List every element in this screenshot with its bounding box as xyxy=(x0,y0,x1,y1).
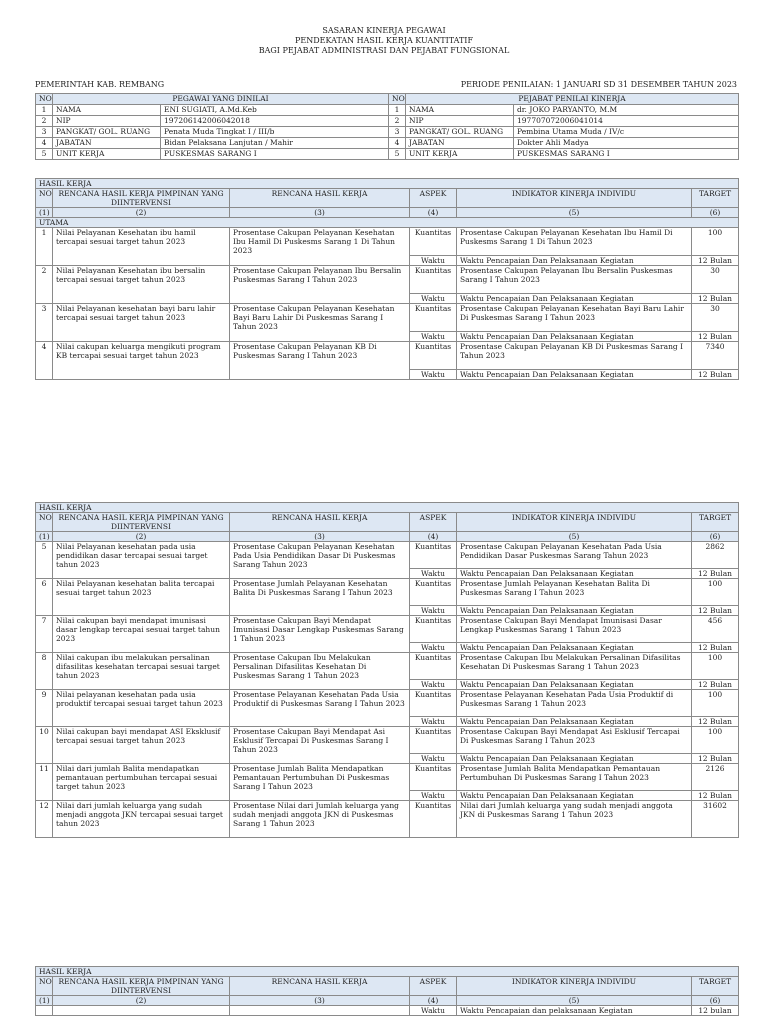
col-number: (4) xyxy=(410,996,457,1006)
item-aspek: Kuantitas xyxy=(410,764,457,791)
info-label: NAMA xyxy=(406,105,514,116)
info-row xyxy=(36,138,739,149)
item-pimpinan: Nilai cakupan bayi mendapat imunisasi dasar lengkap tercapai sesuai target tahun 2023 xyxy=(53,616,230,653)
col-number: (1) xyxy=(36,208,53,218)
col-number: (6) xyxy=(692,996,739,1006)
col-indikator-header: INDIKATOR KINERJA INDIVIDU xyxy=(457,977,692,996)
kerja-item-row xyxy=(36,653,739,680)
item-pimpinan: Nilai Pelayanan Kesehatan ibu hamil tercapai sesuai target tahun 2023 xyxy=(53,228,230,266)
items-page1 xyxy=(36,228,739,380)
item-rencana: Prosentase Nilai dari Jumlah keluarga yang sudah menjadi anggota JKN di Puskesmas Sarang 1 Tahun 2023 xyxy=(230,801,410,838)
col-number: (4) xyxy=(410,532,457,542)
indikator-cell: Waktu Pencapaian dan pelaksanaan Kegiatan xyxy=(457,1006,692,1016)
item-no: 3 xyxy=(36,304,53,342)
waktu-target: 12 Bulan xyxy=(692,370,739,380)
col-number: (1) xyxy=(36,532,53,542)
item-aspek: Kuantitas xyxy=(410,266,457,294)
penilai-value: dr. JOKO PARYANTO, M.M xyxy=(514,105,739,116)
info-row xyxy=(36,116,739,127)
col-indikator-header: INDIKATOR KINERJA INDIVIDU xyxy=(457,189,692,208)
item-rencana: Prosentase Cakupan Pelayanan KB Di Puskesmas Sarang I Tahun 2023 xyxy=(230,342,410,380)
col-number: (6) xyxy=(692,532,739,542)
col-pimpinan-header: RENCANA HASIL KERJA PIMPINAN YANG DIINTERVENSI xyxy=(53,189,230,208)
item-no: 9 xyxy=(36,690,53,727)
col-indikator-header: INDIKATOR KINERJA INDIVIDU xyxy=(457,513,692,532)
employee-info-table xyxy=(35,93,739,160)
waktu-indikator: Waktu Pencapaian Dan Pelaksanaan Kegiatan xyxy=(457,294,692,304)
waktu-target: 12 Bulan xyxy=(692,256,739,266)
target-cell: 12 bulan xyxy=(692,1006,739,1016)
info-no: 4 xyxy=(36,138,53,149)
pegawai-value: Bidan Pelaksana Lanjutan / Mahir xyxy=(161,138,389,149)
info-no: 2 xyxy=(389,116,406,127)
waktu-aspek: Waktu xyxy=(410,717,457,727)
item-indikator: Prosentase Cakupan Pelayanan Ibu Bersalin Puskesmas Sarang I Tahun 2023 xyxy=(457,266,692,294)
info-no: 2 xyxy=(36,116,53,127)
item-rencana: Prosentase Cakupan Pelayanan Kesehatan Ibu Hamil Di Puskesms Sarang 1 Di Tahun 2023 xyxy=(230,228,410,266)
item-no: 6 xyxy=(36,579,53,616)
item-aspek: Kuantitas xyxy=(410,342,457,370)
item-rencana: Prosentase Cakupan Bayi Mendapat Asi Esklusif Tercapai Di Puskesmas Sarang I Tahun 2023 xyxy=(230,727,410,764)
item-rencana: Prosentase Cakupan Ibu Melakukan Persalinan Difasilitas Kesehatan Di Puskesmas Sarang 1 Tahun 2023 xyxy=(230,653,410,690)
info-label: PANGKAT/ GOL. RUANG xyxy=(406,127,514,138)
hasil-kerja-table-1 xyxy=(35,178,739,380)
info-label: NIP xyxy=(53,116,161,127)
item-target: 7340 xyxy=(692,342,739,370)
item-no: 4 xyxy=(36,342,53,380)
waktu-indikator: Waktu Pencapaian Dan Pelaksanaan Kegiatan xyxy=(457,643,692,653)
header-row xyxy=(36,977,739,996)
item-pimpinan: Nilai Pelayanan Kesehatan ibu bersalin tercapai sesuai target tahun 2023 xyxy=(53,266,230,304)
penilai-value: PUSKESMAS SARANG I xyxy=(514,149,739,160)
col-rencana-header: RENCANA HASIL KERJA xyxy=(230,977,410,996)
waktu-aspek: Waktu xyxy=(410,643,457,653)
item-aspek: Kuantitas xyxy=(410,690,457,717)
kerja-item-row xyxy=(36,304,739,332)
info-label: JABATAN xyxy=(406,138,514,149)
item-target: 100 xyxy=(692,579,739,606)
waktu-aspek: Waktu xyxy=(410,256,457,266)
item-aspek: Kuantitas xyxy=(410,579,457,606)
penilai-value: Pembina Utama Muda / IV/c xyxy=(514,127,739,138)
instansi-label: PEMERINTAH KAB. REMBANG xyxy=(35,80,165,89)
item-no: 8 xyxy=(36,653,53,690)
waktu-aspek: Waktu xyxy=(410,294,457,304)
pegawai-value: ENI SUGIATI, A.Md.Keb xyxy=(161,105,389,116)
item-indikator: Prosentase Cakupan Ibu Melakukan Persalinan Difasilitas Kesehatan Di Puskesmas Sarang 1 Tahun 2023 xyxy=(457,653,692,680)
item-no: 11 xyxy=(36,764,53,801)
col-rencana-header: RENCANA HASIL KERJA xyxy=(230,513,410,532)
waktu-indikator: Waktu Pencapaian Dan Pelaksanaan Kegiatan xyxy=(457,754,692,764)
info-row xyxy=(36,149,739,160)
kerja-item-row xyxy=(36,616,739,643)
col-number-row xyxy=(36,532,739,542)
pegawai-value: 197206142006042018 xyxy=(161,116,389,127)
waktu-indikator: Waktu Pencapaian Dan Pelaksanaan Kegiatan xyxy=(457,332,692,342)
kerja-item-row xyxy=(36,542,739,569)
waktu-target: 12 Bulan xyxy=(692,332,739,342)
waktu-target: 12 Bulan xyxy=(692,754,739,764)
kerja-item-row xyxy=(36,342,739,370)
item-aspek: Kuantitas xyxy=(410,542,457,569)
waktu-target: 12 Bulan xyxy=(692,643,739,653)
waktu-target: 12 Bulan xyxy=(692,294,739,304)
waktu-aspek: Waktu xyxy=(410,754,457,764)
hasil-kerja-table-2 xyxy=(35,502,739,838)
hasil-kerja-table-3 xyxy=(35,966,739,1016)
item-rencana: Prosentase Jumlah Pelayanan Kesehatan Balita Di Puskesmas Sarang I Tahun 2023 xyxy=(230,579,410,616)
col-number: (3) xyxy=(230,996,410,1006)
col-number: (3) xyxy=(230,208,410,218)
item-pimpinan: Nilai dari jumlah keluarga yang sudah menjadi anggota JKN tercapai sesuai target tahun 2023 xyxy=(53,801,230,838)
waktu-indikator: Waktu Pencapaian Dan Pelaksanaan Kegiatan xyxy=(457,256,692,266)
item-indikator: Prosentase Jumlah Pelayanan Kesehatan Balita Di Puskesmas Sarang I Tahun 2023 xyxy=(457,579,692,606)
item-no: 12 xyxy=(36,801,53,838)
info-row xyxy=(36,127,739,138)
info-label: JABATAN xyxy=(53,138,161,149)
col-no-header: NO xyxy=(36,189,53,208)
item-aspek: Kuantitas xyxy=(410,228,457,256)
waktu-indikator: Waktu Pencapaian Dan Pelaksanaan Kegiatan xyxy=(457,791,692,801)
item-pimpinan: Nilai dari jumlah Balita mendapatkan pemantauan pertumbuhan tercapai sesuai target tahun 2023 xyxy=(53,764,230,801)
item-no: 1 xyxy=(36,228,53,266)
item-indikator: Prosentase Cakupan Pelayanan KB Di Puskesmas Sarang I Tahun 2023 xyxy=(457,342,692,370)
col-number-row xyxy=(36,208,739,218)
kerja-item-row xyxy=(36,727,739,754)
waktu-aspek: Waktu xyxy=(410,370,457,380)
kerja-item-row xyxy=(36,801,739,838)
kerja-item-row xyxy=(36,690,739,717)
waktu-indikator: Waktu Pencapaian Dan Pelaksanaan Kegiatan xyxy=(457,606,692,616)
title-line-1: SASARAN KINERJA PEGAWAI xyxy=(322,26,446,35)
info-no-header-2: NO xyxy=(389,94,406,105)
empty-cell xyxy=(53,1006,230,1016)
info-no: 5 xyxy=(389,149,406,160)
empty-cell xyxy=(230,1006,410,1016)
info-no: 5 xyxy=(36,149,53,160)
kerja-item-row xyxy=(36,764,739,791)
item-rencana: Prosentase Jumlah Balita Mendapatkan Pemantauan Pertumbuhan Di Puskesmas Sarang I Tahun 2023 xyxy=(230,764,410,801)
utama-label: UTAMA xyxy=(36,218,739,228)
title-line-2: PENDEKATAN HASIL KERJA KUANTITATIF xyxy=(294,36,474,45)
item-pimpinan: Nilai Pelayanan kesehatan bayi baru lahir tercapai sesuai target tahun 2023 xyxy=(53,304,230,342)
waktu-target: 12 Bulan xyxy=(692,569,739,579)
info-header-row xyxy=(36,94,739,105)
header-row xyxy=(36,513,739,532)
item-indikator: Prosentase Cakupan Bayi Mendapat Imunisasi Dasar Lengkap Puskesmas Sarang 1 Tahun 2023 xyxy=(457,616,692,643)
item-indikator: Prosentase Cakupan Pelayanan Kesehatan Ibu Hamil Di Puskesms Sarang 1 Di Tahun 2023 xyxy=(457,228,692,256)
item-pimpinan: Nilai Pelayanan kesehatan balita tercapai sesuai target tahun 2023 xyxy=(53,579,230,616)
col-aspek-header: ASPEK xyxy=(410,977,457,996)
waktu-aspek: Waktu xyxy=(410,569,457,579)
col-target-header: TARGET xyxy=(692,513,739,532)
aspek-cell: Waktu xyxy=(410,1006,457,1016)
item-target: 100 xyxy=(692,727,739,754)
waktu-aspek: Waktu xyxy=(410,606,457,616)
pegawai-value: PUSKESMAS SARANG I xyxy=(161,149,389,160)
waktu-row xyxy=(36,1006,739,1016)
header-row xyxy=(36,189,739,208)
penilai-value: 197707072006041014 xyxy=(514,116,739,127)
kerja-item-row xyxy=(36,228,739,256)
col-number: (1) xyxy=(36,996,53,1006)
item-pimpinan: Nilai cakupan bayi mendapat ASI Eksklusif tercapai sesuai target tahun 2023 xyxy=(53,727,230,764)
item-target: 30 xyxy=(692,304,739,332)
waktu-indikator: Waktu Pencapaian Dan Pelaksanaan Kegiatan xyxy=(457,717,692,727)
waktu-aspek: Waktu xyxy=(410,791,457,801)
item-target: 456 xyxy=(692,616,739,643)
item-rencana: Prosentase Cakupan Pelayanan Kesehatan Bayi Baru Lahir Di Puskesmas Sarang I Tahun 2023 xyxy=(230,304,410,342)
waktu-aspek: Waktu xyxy=(410,332,457,342)
item-target: 2862 xyxy=(692,542,739,569)
section-label: HASIL KERJA xyxy=(36,179,739,189)
info-label: UNIT KERJA xyxy=(406,149,514,160)
info-label: NAMA xyxy=(53,105,161,116)
col-pimpinan-header: RENCANA HASIL KERJA PIMPINAN YANG DIINTERVENSI xyxy=(53,977,230,996)
item-aspek: Kuantitas xyxy=(410,304,457,332)
item-no: 2 xyxy=(36,266,53,304)
waktu-aspek: Waktu xyxy=(410,680,457,690)
waktu-target: 12 Bulan xyxy=(692,717,739,727)
col-no-header: NO xyxy=(36,977,53,996)
waktu-target: 12 Bulan xyxy=(692,791,739,801)
col-aspek-header: ASPEK xyxy=(410,513,457,532)
item-indikator: Prosentase Cakupan Bayi Mendapat Asi Esklusif Tercapai Di Puskesmas Sarang I Tahun 2023 xyxy=(457,727,692,754)
kerja-item-row xyxy=(36,266,739,294)
empty-cell xyxy=(36,1006,53,1016)
col-target-header: TARGET xyxy=(692,977,739,996)
item-no: 5 xyxy=(36,542,53,579)
col-no-header: NO xyxy=(36,513,53,532)
item-rencana: Prosentase Cakupan Pelayanan Ibu Bersalin Puskesmas Sarang I Tahun 2023 xyxy=(230,266,410,304)
waktu-indikator: Waktu Pencapaian Dan Pelaksanaan Kegiatan xyxy=(457,569,692,579)
col-number: (3) xyxy=(230,532,410,542)
item-indikator: Prosentase Cakupan Pelayanan Kesehatan Bayi Baru Lahir Di Puskesmas Sarang I Tahun 2023 xyxy=(457,304,692,332)
pegawai-value: Penata Muda Tingkat I / III/b xyxy=(161,127,389,138)
col-number: (5) xyxy=(457,208,692,218)
info-no: 1 xyxy=(389,105,406,116)
item-indikator: Prosentase Jumlah Balita Mendapatkan Pemantauan Pertumbuhan Di Puskesmas Sarang I Tahun 2023 xyxy=(457,764,692,791)
item-target: 31602 xyxy=(692,801,739,838)
item-target: 100 xyxy=(692,228,739,256)
waktu-target: 12 Bulan xyxy=(692,606,739,616)
item-aspek: Kuantitas xyxy=(410,616,457,643)
col-aspek-header: ASPEK xyxy=(410,189,457,208)
info-label: NIP xyxy=(406,116,514,127)
item-pimpinan: Nilai cakupan ibu melakukan persalinan difasilitas kesehatan tercapai sesuai target tahun 2023 xyxy=(53,653,230,690)
waktu-indikator: Waktu Pencapaian Dan Pelaksanaan Kegiatan xyxy=(457,370,692,380)
pegawai-header: PEGAWAI YANG DINILAI xyxy=(53,94,389,105)
item-target: 100 xyxy=(692,653,739,680)
item-pimpinan: Nilai Pelayanan kesehatan pada usia pendidikan dasar tercapai sesuai target tahun 2023 xyxy=(53,542,230,579)
item-rencana: Prosentase Cakupan Pelayanan Kesehatan Pada Usia Pendidikan Dasar Di Puskesmas Sarang Tahun 2023 xyxy=(230,542,410,579)
item-rencana: Prosentase Pelayanan Kesehatan Pada Usia Produktif di Puskesmas Sarang I Tahun 2023 xyxy=(230,690,410,727)
section-label: HASIL KERJA xyxy=(36,967,739,977)
col-rencana-header: RENCANA HASIL KERJA xyxy=(230,189,410,208)
section-label: HASIL KERJA xyxy=(36,503,739,513)
info-no: 3 xyxy=(389,127,406,138)
col-number: (5) xyxy=(457,532,692,542)
item-indikator: Nilai dari Jumlah keluarga yang sudah menjadi anggota JKN di Puskesmas Sarang 1 Tahun 2023 xyxy=(457,801,692,838)
item-pimpinan: Nilai pelayanan kesehatan pada usia produktif tercapai sesuai target tahun 2023 xyxy=(53,690,230,727)
document-title xyxy=(0,26,768,56)
col-number: (5) xyxy=(457,996,692,1006)
col-number: (2) xyxy=(53,996,230,1006)
periode-label: PERIODE PENILAIAN: 1 JANUARI SD 31 DESEMBER TAHUN 2023 xyxy=(460,80,737,89)
col-number: (6) xyxy=(692,208,739,218)
col-pimpinan-header: RENCANA HASIL KERJA PIMPINAN YANG DIINTERVENSI xyxy=(53,513,230,532)
info-row xyxy=(36,105,739,116)
col-target-header: TARGET xyxy=(692,189,739,208)
penilai-header: PEJABAT PENILAI KINERJA xyxy=(406,94,739,105)
kerja-item-row xyxy=(36,579,739,606)
item-aspek: Kuantitas xyxy=(410,727,457,754)
item-indikator: Prosentase Pelayanan Kesehatan Pada Usia Produktif di Puskesmas Sarang 1 Tahun 2023 xyxy=(457,690,692,717)
info-no-header: NO xyxy=(36,94,53,105)
item-target: 2126 xyxy=(692,764,739,791)
item-no: 10 xyxy=(36,727,53,764)
info-label: PANGKAT/ GOL. RUANG xyxy=(53,127,161,138)
col-number-row xyxy=(36,996,739,1006)
info-no: 4 xyxy=(389,138,406,149)
title-line-3: BAGI PEJABAT ADMINISTRASI DAN PEJABAT FUNGSIONAL xyxy=(258,46,510,55)
info-no: 3 xyxy=(36,127,53,138)
penilai-value: Dokter Ahli Madya xyxy=(514,138,739,149)
item-aspek: Kuantitas xyxy=(410,653,457,680)
waktu-target: 12 Bulan xyxy=(692,680,739,690)
info-no: 1 xyxy=(36,105,53,116)
col-number: (2) xyxy=(53,208,230,218)
item-target: 100 xyxy=(692,690,739,717)
item-target: 30 xyxy=(692,266,739,294)
waktu-indikator: Waktu Pencapaian Dan Pelaksanaan Kegiatan xyxy=(457,680,692,690)
item-rencana: Prosentase Cakupan Bayi Mendapat Imunisasi Dasar Lengkap Puskesmas Sarang 1 Tahun 2023 xyxy=(230,616,410,653)
info-label: UNIT KERJA xyxy=(53,149,161,160)
item-pimpinan: Nilai cakupan keluarga mengikuti program KB tercapai sesuai target tahun 2023 xyxy=(53,342,230,380)
item-indikator: Prosentase Cakupan Pelayanan Kesehatan Pada Usia Pendidikan Dasar Puskesmas Sarang Tahun 2023 xyxy=(457,542,692,569)
col-number: (4) xyxy=(410,208,457,218)
col-number: (2) xyxy=(53,532,230,542)
item-no: 7 xyxy=(36,616,53,653)
item-aspek: Kuantitas xyxy=(410,801,457,838)
items-page2 xyxy=(36,542,739,838)
